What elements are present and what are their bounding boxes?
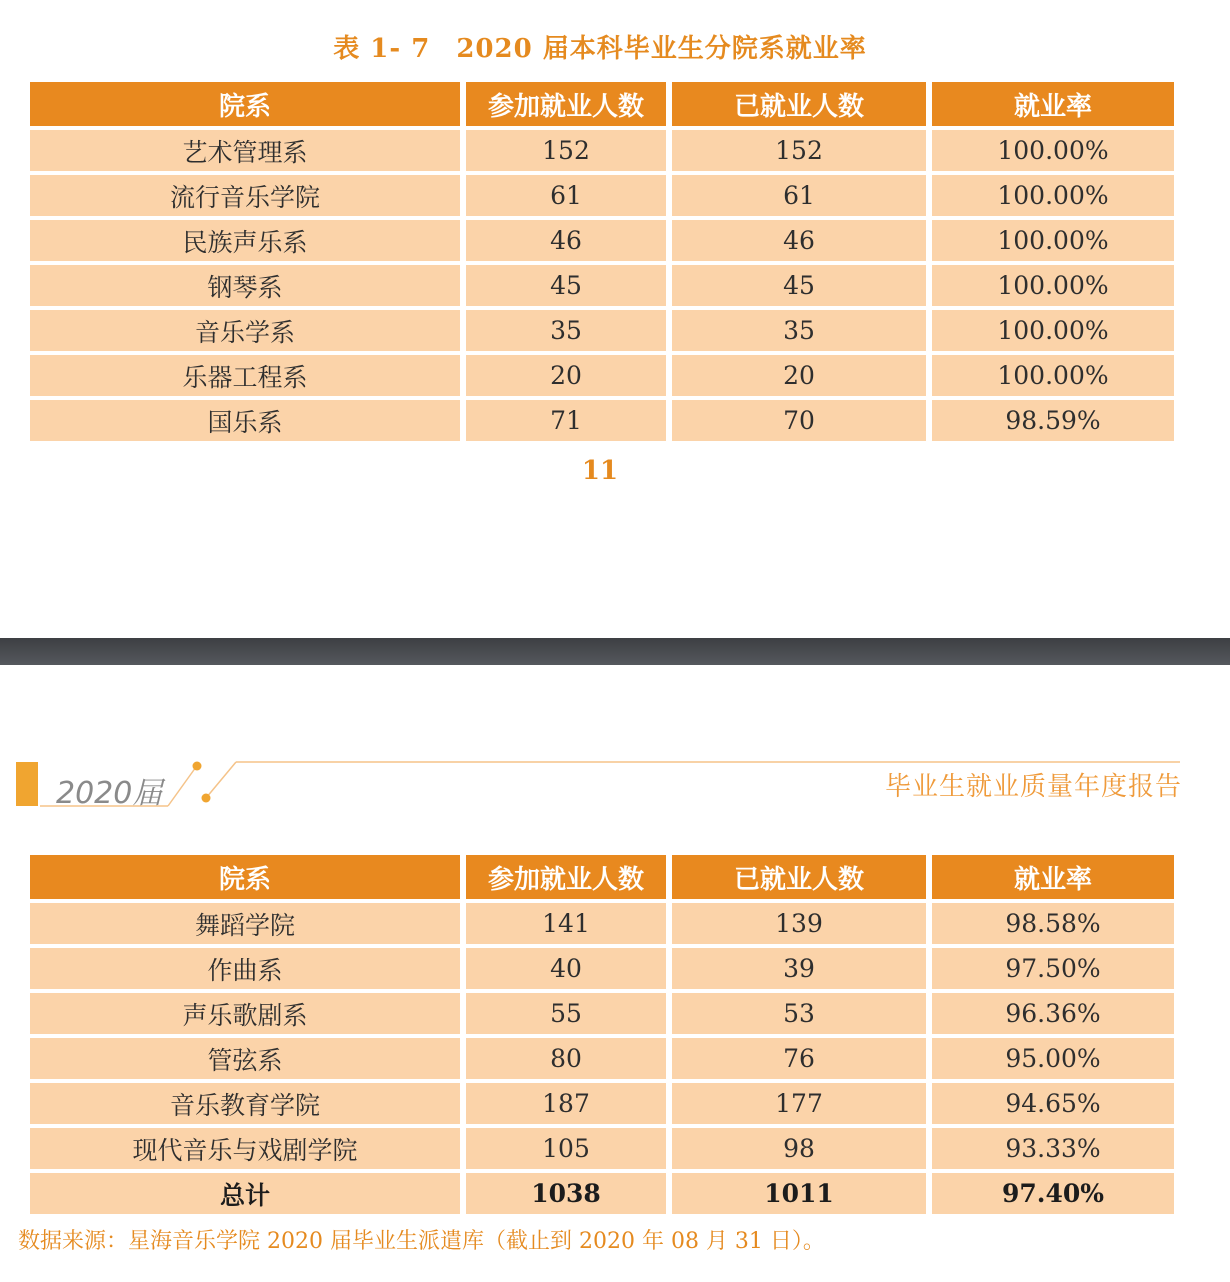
cell-department: 国乐系 — [30, 400, 460, 441]
cell-participants: 46 — [466, 220, 666, 261]
cell-department: 钢琴系 — [30, 265, 460, 306]
cell-rate: 100.00% — [932, 220, 1174, 261]
cell-rate: 98.58% — [932, 903, 1174, 944]
cell-rate: 93.33% — [932, 1128, 1174, 1169]
table-row — [30, 400, 1174, 441]
table-total-row — [30, 1173, 1174, 1214]
cell-employed: 61 — [672, 175, 926, 216]
cell-rate: 100.00% — [932, 355, 1174, 396]
cell-participants: 80 — [466, 1038, 666, 1079]
cell-department: 管弦系 — [30, 1038, 460, 1079]
cell-rate: 100.00% — [932, 265, 1174, 306]
cell-employed: 45 — [672, 265, 926, 306]
page-number: 11 — [581, 456, 619, 486]
table-row — [30, 1038, 1174, 1079]
cell-rate: 96.36% — [932, 993, 1174, 1034]
cell-department: 流行音乐学院 — [30, 175, 460, 216]
employment-table-top — [24, 78, 1180, 445]
cell-employed: 177 — [672, 1083, 926, 1124]
table-title — [0, 28, 1200, 65]
total-rate: 97.40% — [932, 1173, 1174, 1214]
cell-employed: 98 — [672, 1128, 926, 1169]
cell-rate: 100.00% — [932, 310, 1174, 351]
banner-accent-bar — [16, 762, 38, 806]
cell-rate: 94.65% — [932, 1083, 1174, 1124]
cell-employed: 139 — [672, 903, 926, 944]
header-participants: 参加就业人数 — [466, 855, 666, 899]
cell-department: 现代音乐与戏剧学院 — [30, 1128, 460, 1169]
table-header-row — [30, 82, 1174, 126]
table-row — [30, 310, 1174, 351]
header-department: 院系 — [30, 82, 460, 126]
report-banner — [0, 750, 1230, 820]
table-row — [30, 1128, 1174, 1169]
table-row — [30, 993, 1174, 1034]
banner-dot-icon — [202, 794, 211, 803]
table-row — [30, 948, 1174, 989]
total-participants: 1038 — [466, 1173, 666, 1214]
cell-employed: 20 — [672, 355, 926, 396]
cell-department: 音乐学系 — [30, 310, 460, 351]
table-title-text: 2020 届本科毕业生分院系就业率 — [456, 34, 867, 64]
header-participants: 参加就业人数 — [466, 82, 666, 126]
cell-participants: 105 — [466, 1128, 666, 1169]
document-page-top — [0, 0, 1230, 638]
table-header-row — [30, 855, 1174, 899]
cell-participants: 40 — [466, 948, 666, 989]
cell-participants: 71 — [466, 400, 666, 441]
cell-department: 作曲系 — [30, 948, 460, 989]
table-row — [30, 1083, 1174, 1124]
cell-participants: 45 — [466, 265, 666, 306]
table-row — [30, 265, 1174, 306]
table-row — [30, 130, 1174, 171]
cell-department: 乐器工程系 — [30, 355, 460, 396]
header-employed: 已就业人数 — [672, 82, 926, 126]
cell-participants: 141 — [466, 903, 666, 944]
banner-report-title: 毕业生就业质量年度报告 — [884, 772, 1182, 802]
cell-department: 音乐教育学院 — [30, 1083, 460, 1124]
total-label: 总计 — [30, 1173, 460, 1214]
header-employed: 已就业人数 — [672, 855, 926, 899]
page-divider — [0, 638, 1230, 665]
cell-participants: 20 — [466, 355, 666, 396]
cell-participants: 35 — [466, 310, 666, 351]
header-rate: 就业率 — [932, 82, 1174, 126]
cell-employed: 46 — [672, 220, 926, 261]
employment-table-bottom — [24, 851, 1180, 1218]
cell-participants: 61 — [466, 175, 666, 216]
table-row — [30, 220, 1174, 261]
cell-employed: 53 — [672, 993, 926, 1034]
cell-participants: 55 — [466, 993, 666, 1034]
cell-employed: 35 — [672, 310, 926, 351]
cell-department: 舞蹈学院 — [30, 903, 460, 944]
header-department: 院系 — [30, 855, 460, 899]
cell-participants: 152 — [466, 130, 666, 171]
cell-employed: 76 — [672, 1038, 926, 1079]
data-source-note: 数据来源：星海音乐学院 2020 届毕业生派遣库（截止到 2020 年 08 月 31 日）。 — [18, 1229, 825, 1254]
header-rate: 就业率 — [932, 855, 1174, 899]
total-employed: 1011 — [672, 1173, 926, 1214]
cell-rate: 97.50% — [932, 948, 1174, 989]
cell-rate: 100.00% — [932, 130, 1174, 171]
cell-rate: 100.00% — [932, 175, 1174, 216]
cell-rate: 98.59% — [932, 400, 1174, 441]
cell-participants: 187 — [466, 1083, 666, 1124]
cell-department: 艺术管理系 — [30, 130, 460, 171]
table-number: 表 1- 7 — [333, 34, 431, 64]
banner-year: 2020届 — [56, 776, 163, 811]
banner-dot-icon — [193, 762, 202, 771]
table-row — [30, 903, 1174, 944]
cell-rate: 95.00% — [932, 1038, 1174, 1079]
cell-employed: 152 — [672, 130, 926, 171]
cell-employed: 70 — [672, 400, 926, 441]
cell-department: 民族声乐系 — [30, 220, 460, 261]
cell-employed: 39 — [672, 948, 926, 989]
table-row — [30, 355, 1174, 396]
table-row — [30, 175, 1174, 216]
cell-department: 声乐歌剧系 — [30, 993, 460, 1034]
